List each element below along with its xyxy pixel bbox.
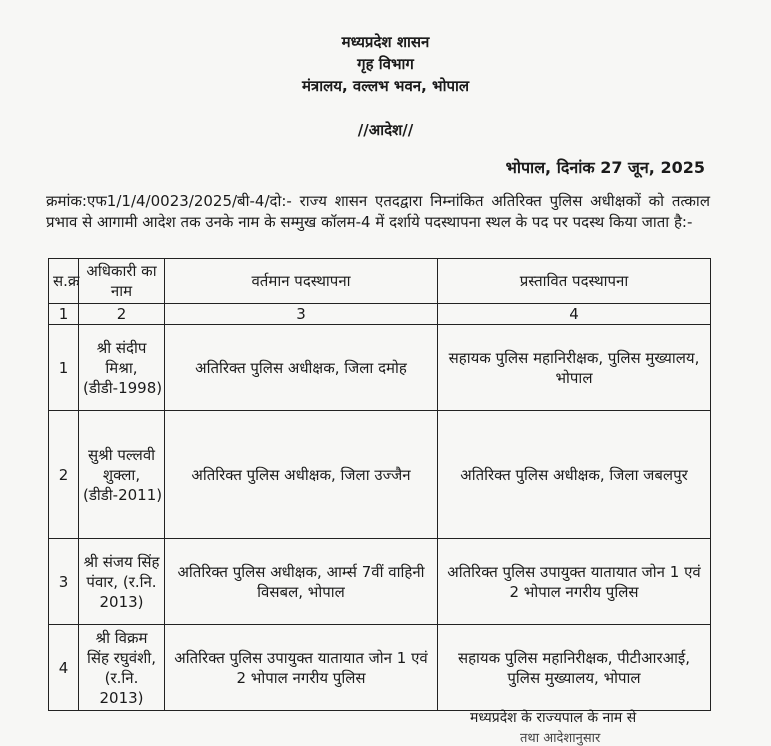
table-header-row [49,259,711,304]
header-sno: स.क्र [49,259,79,304]
posting-table [48,258,711,711]
row-proposed-posting: अतिरिक्त पुलिस उपायुक्त यातायात जोन 1 एवं 2 भोपाल नगरीय पुलिस [438,539,711,625]
col-number: 1 [49,304,79,325]
row-sno: 2 [49,411,79,539]
row-current-posting: अतिरिक्त पुलिस उपायुक्त यातायात जोन 1 एवं 2 भोपाल नगरीय पुलिस [165,625,438,711]
col-number: 2 [79,304,165,325]
row-sno: 3 [49,539,79,625]
row-officer-name: श्री संजय सिंह पंवार, (र.नि. 2013) [79,539,165,625]
row-officer-name: सुश्री पल्लवी शुक्ला, (डीडी-2011) [79,411,165,539]
row-current-posting: अतिरिक्त पुलिस अधीक्षक, जिला दमोह [165,325,438,411]
header-department: गृह विभाग [357,55,414,73]
row-officer-name: श्री संदीप मिश्रा, (डीडी-1998) [79,325,165,411]
order-title: //आदेश// [357,121,414,139]
col-number: 4 [438,304,711,325]
table-row [49,625,711,711]
table-row [49,539,711,625]
order-date: भोपाल, दिनांक 27 जून, 2025 [505,158,705,177]
order-paragraph: क्रमांक:एफ1/1/4/0023/2025/बी-4/दो:- राज्य शासन एतदद्वारा निम्नांकित अतिरिक्त पुलिस अधीक्षकों को तत्काल प्रभाव से आगामी आदेश तक उनके नाम के सम्मुख कॉलम-4 में दर्शाये पदस्थापना स्थल के पद पर पदस्थ किया जाता है:- [46,192,710,231]
row-sno: 4 [49,625,79,711]
row-proposed-posting: अतिरिक्त पुलिस अधीक्षक, जिला जबलपुर [438,411,711,539]
header-current-posting: वर्तमान पदस्थापना [165,259,438,304]
signature-line-2: तथा आदेशानुसार [520,731,601,746]
col-number: 3 [165,304,438,325]
row-sno: 1 [49,325,79,411]
row-current-posting: अतिरिक्त पुलिस अधीक्षक, आर्म्स 7वीं वाहिनी विसबल, भोपाल [165,539,438,625]
header-state-government: मध्यप्रदेश शासन [341,33,430,51]
row-officer-name: श्री विक्रम सिंह रघुवंशी, (र.नि. 2013) [79,625,165,711]
signature-line: मध्यप्रदेश के राज्यपाल के नाम से [470,710,637,726]
column-number-row [49,304,711,325]
header-proposed-posting: प्रस्तावित पदस्थापना [438,259,711,304]
header-address: मंत्रालय, वल्लभ भवन, भोपाल [301,77,470,95]
table-row [49,411,711,539]
header-officer-name: अधिकारी का नाम [79,259,165,304]
table-row [49,325,711,411]
row-current-posting: अतिरिक्त पुलिस अधीक्षक, जिला उज्जैन [165,411,438,539]
row-proposed-posting: सहायक पुलिस महानिरीक्षक, पुलिस मुख्यालय, भोपाल [438,325,711,411]
row-proposed-posting: सहायक पुलिस महानिरीक्षक, पीटीआरआई, पुलिस मुख्यालय, भोपाल [438,625,711,711]
